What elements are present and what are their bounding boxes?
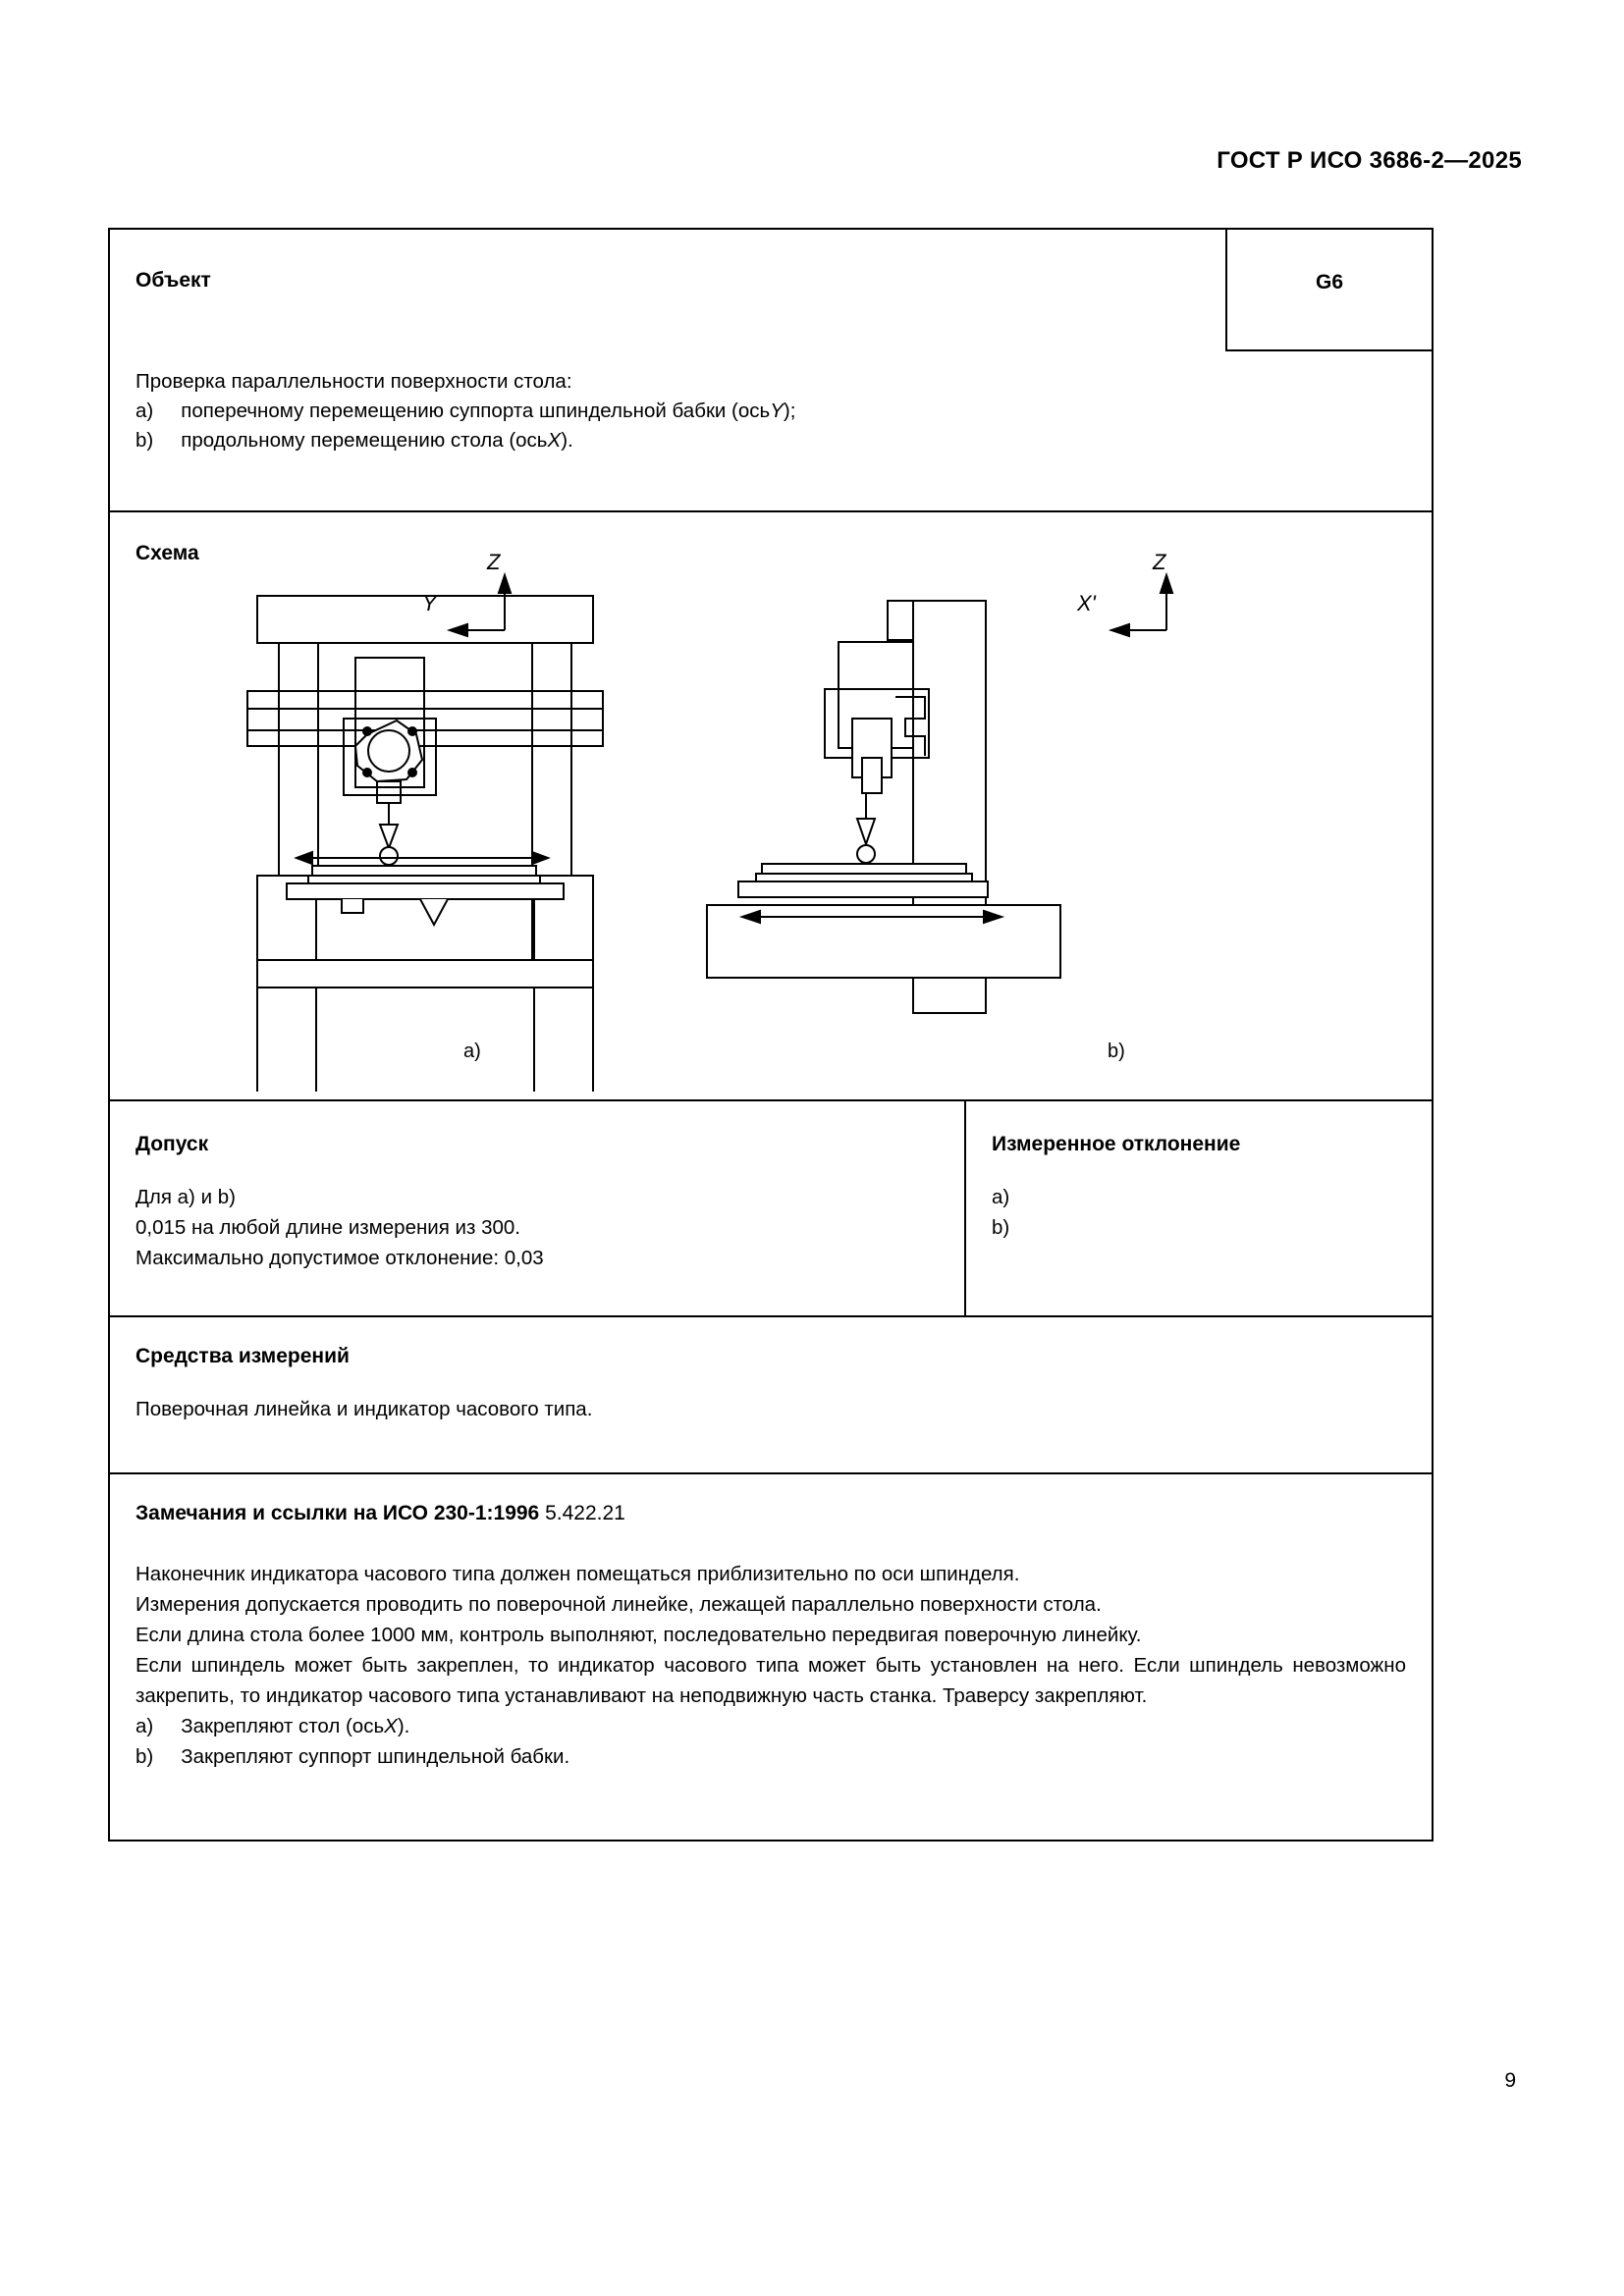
scheme-label: Схема [135,542,199,564]
test-code-cell [1225,230,1432,351]
notes-title-reference: 5.422.21 [545,1502,625,1524]
object-item-b [135,426,1117,455]
axis-label-z-left: Z [487,550,501,574]
notes-line-5 [135,1711,1406,1741]
notes-title [135,1502,625,1525]
notes-line-6 [135,1741,1406,1772]
measured-deviation-cell [966,1101,1432,1315]
tolerance-cell [110,1101,966,1315]
object-intro: Проверка параллельности поверхности стола: [135,370,572,393]
object-item-a [135,397,1117,426]
notes-line-5-marker: a) [135,1715,154,1737]
notes-line-5-suffix: ). [397,1715,410,1737]
notes-line-2: Измерения допускается проводить по поверочной линейке, лежащей параллельно поверхности стола. [135,1593,1102,1616]
verification-card-table [108,228,1434,1842]
measuring-instruments-title: Средства измерений [135,1345,350,1367]
tolerance-row [110,1101,1432,1317]
figure-caption-b: b) [1108,1041,1125,1062]
object-item-b-suffix: ). [561,429,573,452]
standard-header: ГОСТ Р ИСО 3686-2—2025 [1217,147,1522,174]
notes-line-4: Если шпиндель может быть закреплен, то индикатор часового типа может быть установлен на него. Если шпиндель невозможно закрепить, то индикатор часового типа устанавливают на неподвижную часть станка. Траверсу закрепляют. [135,1654,1406,1707]
notes-line-5-text: Закрепляют стол (ось [181,1715,385,1737]
object-description [135,367,1117,455]
notes-line-6-marker: b) [135,1745,154,1768]
notes-line-3: Если длина стола более 1000 мм, контроль выполняют, последовательно передвигая поверочную линейку. [135,1624,1142,1646]
measured-line-a: a) [992,1186,1010,1208]
measuring-instruments-text: Поверочная линейка и индикатор часового типа. [135,1398,593,1420]
object-item-a-marker: a) [135,400,154,422]
object-item-b-text: продольному перемещению стола (ось [181,429,548,452]
tolerance-title: Допуск [135,1133,209,1155]
measured-line-b: b) [992,1216,1010,1239]
object-label: Объект [135,269,211,292]
notes-line-5-axis: X [384,1715,398,1737]
measuring-instruments-row [110,1317,1432,1474]
axis-label-z-right: Z [1153,550,1166,574]
machine-diagram-svg [110,571,1432,1092]
test-code-value: G6 [1315,271,1343,294]
measured-deviation-title: Измеренное отклонение [992,1133,1241,1155]
tolerance-line-2: 0,015 на любой длине измерения из 300. [135,1216,520,1239]
axis-label-y-left: Y [422,591,437,615]
notes-line-6-text: Закрепляют суппорт шпиндельной бабки. [181,1745,570,1768]
figure-caption-a: a) [463,1041,481,1062]
notes-body [135,1559,1406,1772]
notes-row [110,1474,1432,1840]
object-row [110,230,1432,512]
notes-title-bold: Замечания и ссылки на ИСО 230-1:1996 [135,1502,540,1524]
notes-line-1: Наконечник индикатора часового типа должен помещаться приблизительно по оси шпинделя. [135,1563,1020,1585]
page-number: 9 [1504,2069,1516,2092]
tolerance-line-3: Максимально допустимое отклонение: 0,03 [135,1247,544,1269]
object-item-a-suffix: ); [783,400,796,422]
object-item-a-axis: Y [770,400,784,422]
object-item-b-marker: b) [135,429,154,452]
tolerance-line-1: Для a) и b) [135,1186,236,1208]
scheme-row [110,512,1432,1101]
object-item-a-text: поперечному перемещению суппорта шпиндельной бабки (ось [181,400,771,422]
object-item-b-axis: X [547,429,562,452]
measured-deviation-body [992,1182,1009,1243]
axis-label-x-right: X' [1077,591,1096,615]
tolerance-body [135,1182,544,1273]
